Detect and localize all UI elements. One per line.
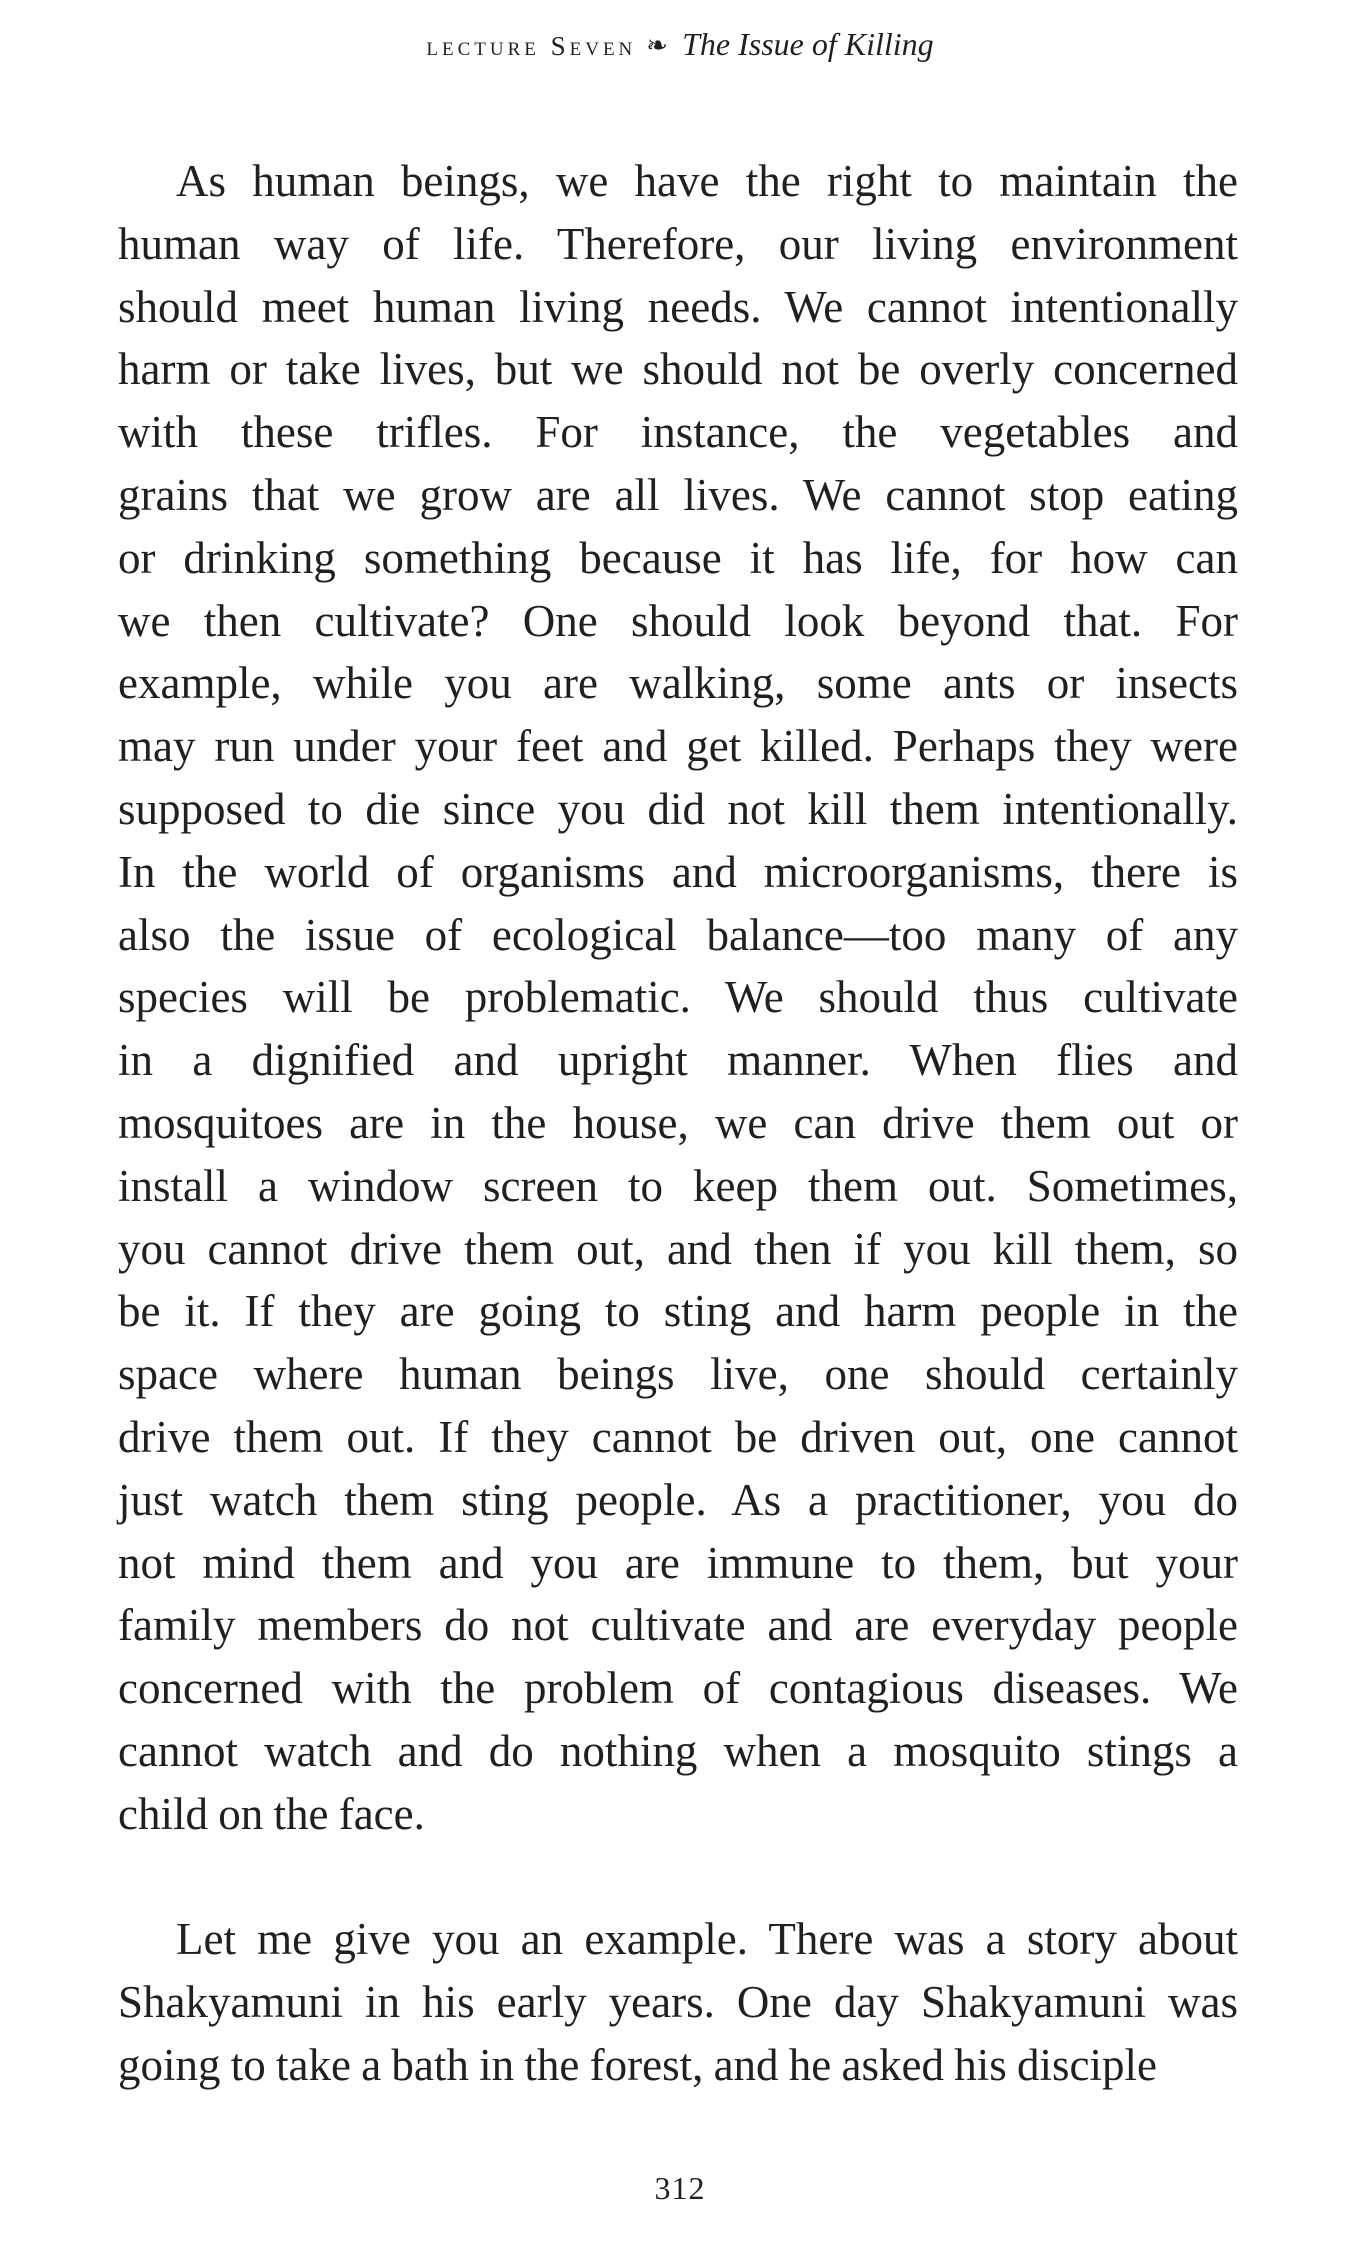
- text-line: install a window screen to keep them out. Sometimes,: [118, 1160, 1238, 1211]
- text-line: Shakyamuni in his early years. One day Shakyamuni was: [118, 1977, 1238, 2028]
- text-line: human way of life. Therefore, our living environment: [118, 218, 1238, 269]
- text-line: space where human beings live, one should certainly: [118, 1349, 1238, 1400]
- text-line: should meet human living needs. We cannot intentionally: [118, 281, 1238, 332]
- text-line: concerned with the problem of contagious diseases. We: [118, 1663, 1238, 1714]
- text-line: we then cultivate? One should look beyond that. For: [118, 595, 1238, 646]
- text-line: grains that we grow are all lives. We cannot stop eating: [118, 469, 1238, 520]
- paragraph: [118, 1908, 1238, 2096]
- text-line: in a dignified and upright manner. When flies and: [118, 1035, 1238, 1086]
- paragraph: [118, 150, 1238, 1846]
- text-line: species will be problematic. We should thus cultivate: [118, 972, 1238, 1023]
- running-head: [0, 22, 1360, 66]
- text-line: family members do not cultivate and are everyday people: [118, 1600, 1238, 1651]
- text-line: drive them out. If they cannot be driven out, one cannot: [118, 1411, 1238, 1462]
- text-line: be it. If they are going to sting and harm people in the: [118, 1286, 1238, 1337]
- text-line: In the world of organisms and microorganisms, there is: [118, 846, 1238, 897]
- text-line: As human beings, we have the right to maintain the: [176, 156, 1238, 206]
- text-line: also the issue of ecological balance—too many of any: [118, 909, 1238, 960]
- floral-heart-ornament-icon: ❧: [646, 31, 669, 61]
- text-line: just watch them sting people. As a practitioner, you do: [118, 1474, 1238, 1525]
- text-line: child on the face.: [118, 1788, 425, 1839]
- text-line: with these trifles. For instance, the vegetables and: [118, 407, 1238, 458]
- running-head-chapter: lecture Seven: [426, 31, 637, 61]
- text-line: may run under your feet and get killed. Perhaps they were: [118, 721, 1238, 772]
- text-line: or drinking something because it has life, for how can: [118, 532, 1238, 583]
- text-line: Let me give you an example. There was a story about: [176, 1914, 1238, 1965]
- text-line: going to take a bath in the forest, and he asked his disciple: [118, 2039, 1157, 2090]
- text-line: you cannot drive them out, and then if you kill them, so: [118, 1223, 1238, 1274]
- text-line: example, while you are walking, some ants or insects: [118, 658, 1238, 709]
- text-line: mosquitoes are in the house, we can drive them out or: [118, 1097, 1238, 1148]
- running-head-section-title: The Issue of Killing: [682, 26, 934, 62]
- page-number: 312: [654, 2170, 706, 2206]
- page-body: [118, 150, 1238, 2097]
- text-line: harm or take lives, but we should not be overly concerned: [118, 344, 1238, 395]
- text-line: not mind them and you are immune to them, but your: [118, 1537, 1238, 1588]
- text-line: cannot watch and do nothing when a mosquito stings a: [118, 1725, 1238, 1776]
- text-line: supposed to die since you did not kill them intentionally.: [118, 783, 1238, 834]
